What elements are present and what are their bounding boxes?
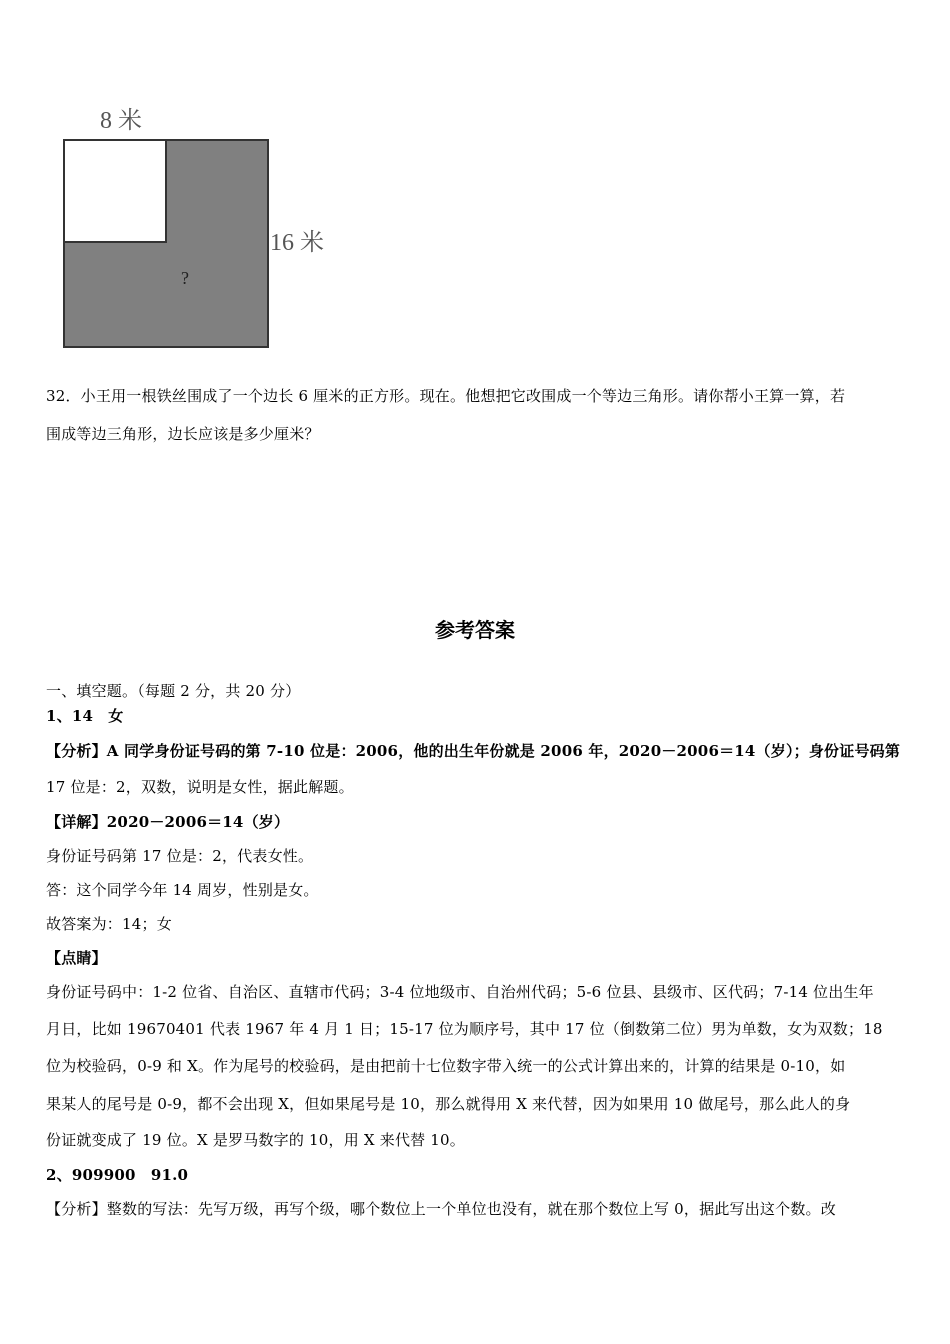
section1-heading: 一、填空题。（每题 2 分，共 20 分） (46, 682, 301, 700)
q32-line2: 围成等边三角形，边长应该是多少厘米？ (46, 425, 320, 443)
a1-note-5: 份证就变成了 19 位。X 是罗马数字的 10，用 X 来代替 10。 (46, 1131, 465, 1149)
a1-note-3: 位为校验码，0-9 和 X。作为尾号的校验码，是由把前十七位数字带入统一的公式计算出来的，计算的结果是 0-10，如 (46, 1057, 846, 1075)
a2-analysis-1: 【分析】整数的写法：先写万级，再写个级，哪个数位上一个单位也没有，就在那个数位上写 0，据此写出这个数。改 (46, 1200, 836, 1218)
a1-line-c: 故答案为：14；女 (46, 915, 172, 933)
a1-detail: 【详解】2020－2006＝14（岁） (46, 813, 290, 831)
a1-note-2: 月日，比如 19670401 代表 1967 年 4 月 1 日；15-17 位为顺序号，其中 17 位（倒数第二位）男为单数，女为双数；18 (46, 1020, 883, 1038)
a1-analysis-1: 【分析】A 同学身份证号码的第 7-10 位是：2006，他的出生年份就是 2006 年，2020－2006＝14（岁）；身份证号码第 (46, 742, 901, 760)
a1-line-b: 答：这个同学今年 14 周岁，性别是女。 (46, 881, 319, 899)
a1-note-4: 果某人的尾号是 0-9，都不会出现 X，但如果尾号是 10，那么就得用 X 来代替，因为如果用 10 做尾号，那么此人的身 (46, 1095, 851, 1113)
side-length-label: 16 米 (270, 230, 324, 256)
geometry-figure (60, 104, 335, 354)
a1-analysis-2: 17 位是：2，双数，说明是女性，据此解题。 (46, 778, 354, 796)
a2-answer: 2、909900 91.0 (46, 1166, 189, 1184)
a1-line-a: 身份证号码第 17 位是：2，代表女性。 (46, 847, 314, 865)
a1-note-1: 身份证号码中：1-2 位省、自治区、直辖市代码；3-4 位地级市、自治州代码；5-6 位县、县级市、区代码；7-14 位出生年 (46, 983, 874, 1001)
a1-note-head: 【点睛】 (46, 949, 107, 967)
a1-answer: 1、14 女 (46, 707, 124, 725)
top-length-label: 8 米 (100, 108, 142, 134)
question-mark: ? (181, 268, 189, 288)
q32-line1: 32．小王用一根铁丝围成了一个边长 6 厘米的正方形。现在。他想把它改围成一个等边三角形。请你帮小王算一算，若 (46, 387, 846, 405)
answer-title: 参考答案 (435, 618, 515, 642)
inner-white-square (64, 140, 166, 242)
square-diagram (60, 104, 335, 354)
